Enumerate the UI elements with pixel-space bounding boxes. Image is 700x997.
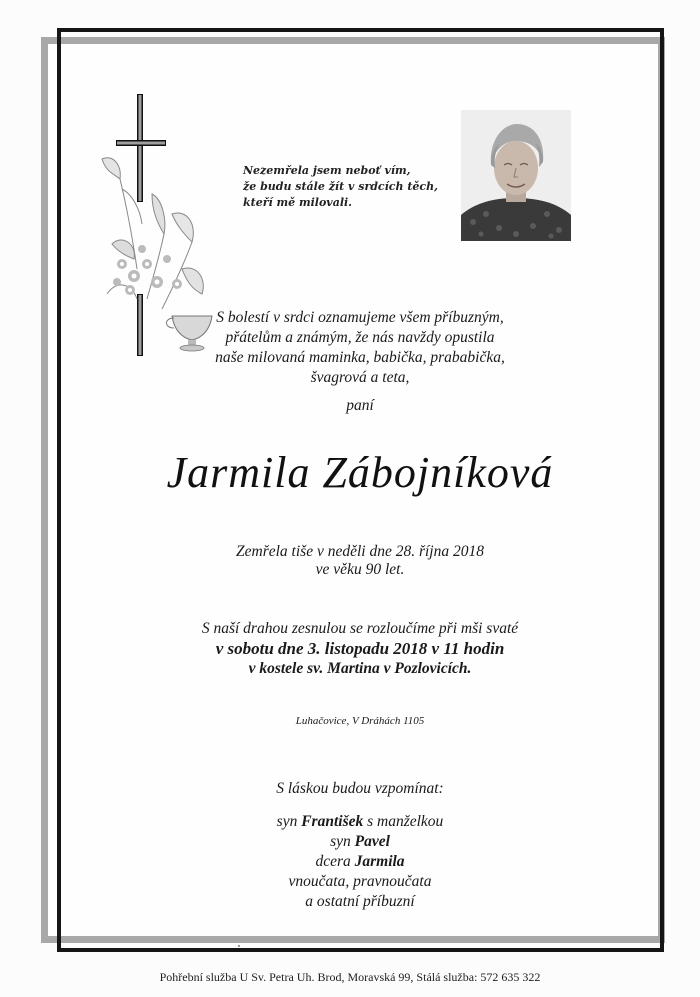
funeral-details [120, 619, 600, 679]
deceased-name: Jarmila Zábojníková [166, 448, 554, 497]
verse-line-2: že budu stále žít v srdcích těch, [243, 180, 438, 193]
funeral-date: v sobotu dne 3. listopadu 2018 v 11 hodin [215, 639, 505, 658]
family-list [120, 812, 600, 912]
relative-name: Jarmila [354, 853, 405, 870]
announcement-line-4: švagrová a teta, [310, 369, 410, 386]
verse-quote [243, 163, 443, 211]
relation-suffix: s manželkou [363, 813, 444, 830]
death-details [120, 543, 600, 579]
death-line-1: Zemřela tiše v neděli dne 28. října 2018 [236, 543, 484, 560]
announcement-line-3: naše milovaná maminka, babička, prababička, [215, 349, 505, 366]
announcement-text [120, 308, 600, 388]
address: Luhačovice, V Dráhách 1105 [295, 715, 425, 727]
speck [238, 945, 240, 947]
verse-line-3: kteří mě milovali. [243, 196, 353, 209]
portrait-photo [461, 110, 571, 241]
funeral-place: v kostele sv. Martina v Pozlovicích. [248, 660, 472, 677]
announcement-line-1: S bolestí v srdci oznamujeme všem příbuzným, [216, 309, 504, 326]
relation: syn [276, 813, 302, 830]
family-row [120, 832, 600, 852]
relative-name: František [301, 813, 364, 830]
footer-funeral-service: Pohřební služba U Sv. Petra Uh. Brod, Moravská 99, Stálá služba: 572 635 322 [159, 970, 541, 984]
family-row: vnoučata, pravnoučata [288, 873, 432, 890]
relation: dcera [315, 853, 355, 870]
honorific-title: paní [346, 397, 374, 414]
verse-line-1: Nezemřela jsem neboť vím, [243, 164, 411, 177]
death-line-2: ve věku 90 let. [315, 561, 405, 578]
announcement-line-2: přátelům a známým, že nás navždy opustila [225, 329, 495, 346]
remember-heading: S láskou budou vzpomínat: [276, 780, 444, 797]
family-row [120, 852, 600, 872]
family-row [120, 812, 600, 832]
relative-name: Pavel [354, 833, 390, 850]
family-row: a ostatní příbuzní [305, 893, 415, 910]
farewell-line-1: S naší drahou zesnulou se rozloučíme při mši svaté [201, 620, 519, 637]
relation: syn [330, 833, 355, 850]
